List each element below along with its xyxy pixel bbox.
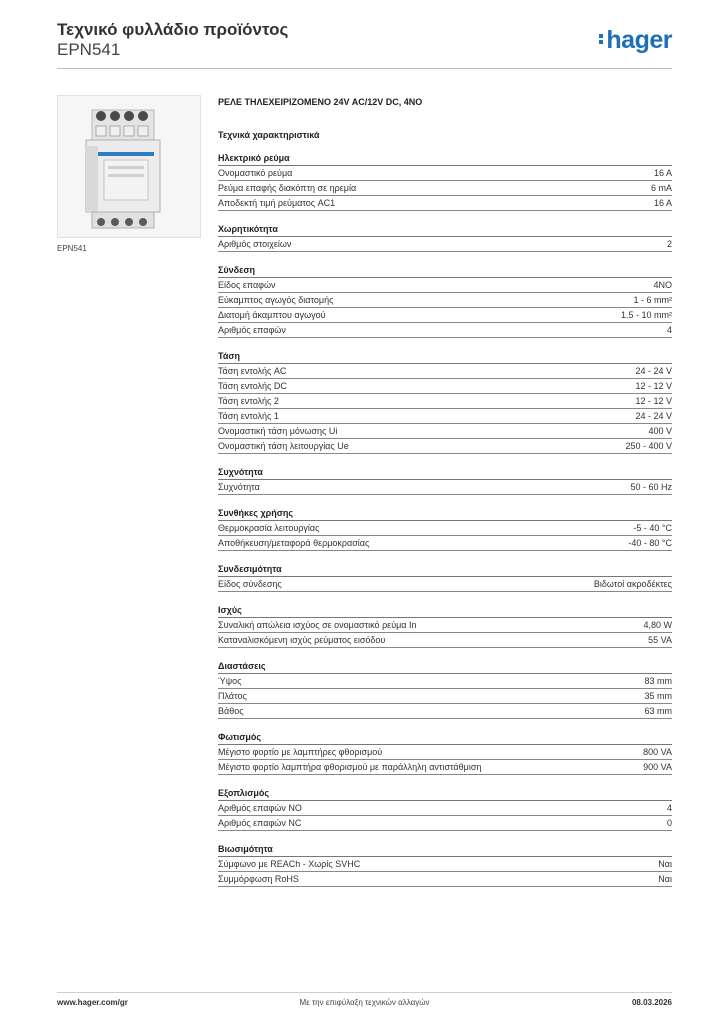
spec-row (218, 181, 672, 196)
logo-dots-icon (599, 32, 604, 46)
spec-value: 900 VA (643, 762, 672, 772)
spec-group-title: Διαστάσεις (218, 660, 672, 674)
spec-row (218, 237, 672, 252)
spec-row (218, 394, 672, 409)
spec-row (218, 166, 672, 181)
spec-group-title: Ισχύς (218, 604, 672, 618)
spec-value: 16 A (653, 168, 672, 178)
spec-row (218, 816, 672, 831)
spec-group (218, 660, 672, 719)
spec-row (218, 379, 672, 394)
spec-value: 35 mm (644, 691, 672, 701)
footer-date: 08.03.2026 (631, 998, 672, 1007)
relay-device-icon (58, 96, 200, 237)
spec-label: Ύψος (218, 676, 242, 686)
technical-features-title: Τεχνικά χαρακτηριστικά (218, 130, 320, 140)
spec-value: 4,80 W (643, 620, 672, 630)
spec-group (218, 152, 672, 211)
product-code: EPN541 (57, 40, 121, 59)
spec-group-title: Συχνότητα (218, 466, 672, 480)
spec-value: 1 - 6 mm² (633, 295, 672, 305)
spec-value: 24 - 24 V (635, 366, 672, 376)
spec-value: Βιδωτοί ακροδέκτες (593, 579, 672, 589)
spec-value: 400 V (648, 426, 672, 436)
spec-row (218, 760, 672, 775)
spec-value: Ναι (658, 874, 672, 884)
spec-value: 12 - 12 V (635, 396, 672, 406)
spec-group-title: Σύνδεση (218, 264, 672, 278)
spec-label: Ρεύμα επαφής διακόπτη σε ηρεμία (218, 183, 357, 193)
spec-label: Διατομή άκαμπτου αγωγού (218, 310, 326, 320)
spec-group (218, 843, 672, 887)
spec-row (218, 409, 672, 424)
spec-label: Συχνότητα (218, 482, 260, 492)
spec-row (218, 857, 672, 872)
spec-group (218, 466, 672, 495)
hager-logo (599, 26, 672, 55)
spec-label: Τάση εντολής DC (218, 381, 287, 391)
spec-value: 63 mm (644, 706, 672, 716)
spec-group (218, 563, 672, 592)
spec-group (218, 731, 672, 775)
spec-row (218, 536, 672, 551)
spec-row (218, 278, 672, 293)
spec-row (218, 618, 672, 633)
spec-label: Είδος σύνδεσης (218, 579, 282, 589)
spec-label: Καταναλισκόμενη ισχύς ρεύματος εισόδου (218, 635, 386, 645)
spec-value: 50 - 60 Hz (630, 482, 672, 492)
spec-label: Πλάτος (218, 691, 247, 701)
spec-group-title: Συνθήκες χρήσης (218, 507, 672, 521)
spec-content (218, 95, 672, 887)
header-divider (57, 68, 672, 69)
spec-label: Συναλική απώλεια ισχύος σε ονομαστικό ρεύμα In (218, 620, 417, 630)
spec-label: Σύμφωνο με REACh - Χωρίς SVHC (218, 859, 361, 869)
spec-group (218, 350, 672, 454)
spec-row (218, 872, 672, 887)
spec-label: Θερμοκρασία λειτουργίας (218, 523, 320, 533)
spec-row (218, 323, 672, 338)
product-image (57, 95, 201, 238)
footer-notice: Με την επιφύλαξη τεχνικών αλλαγών (299, 998, 430, 1007)
spec-value: 1.5 - 10 mm² (620, 310, 672, 320)
spec-row (218, 293, 672, 308)
spec-row (218, 424, 672, 439)
spec-label: Εύκαμπτος αγωγός διατομής (218, 295, 334, 305)
spec-value: 800 VA (643, 747, 672, 757)
spec-value: 250 - 400 V (625, 441, 672, 451)
spec-row (218, 308, 672, 323)
spec-row (218, 801, 672, 816)
spec-value: -40 - 80 °C (628, 538, 672, 548)
footer-divider (57, 992, 672, 993)
document-title: Τεχνικό φυλλάδιο προϊόντος (57, 20, 289, 39)
spec-label: Ονομαστική τάση λειτουργίας Ue (218, 441, 349, 451)
spec-row (218, 633, 672, 648)
spec-row (218, 674, 672, 689)
spec-group-title: Βιωσιμότητα (218, 843, 672, 857)
spec-value: 4NO (653, 280, 672, 290)
page-header (57, 20, 672, 60)
spec-groups (218, 152, 672, 887)
spec-row (218, 521, 672, 536)
spec-row (218, 689, 672, 704)
spec-label: Αποδεκτή τιμή ρεύματος AC1 (218, 198, 336, 208)
spec-group-title: Ηλεκτρικό ρεύμα (218, 152, 672, 166)
spec-value: 4 (666, 803, 672, 813)
spec-label: Αριθμός επαφών NO (218, 803, 302, 813)
spec-value: 6 mA (650, 183, 672, 193)
spec-value: 55 VA (648, 635, 672, 645)
product-image-caption: EPN541 (57, 244, 87, 253)
spec-group-title: Φωτισμός (218, 731, 672, 745)
spec-row (218, 196, 672, 211)
spec-value: 83 mm (644, 676, 672, 686)
spec-label: Συμμόρφωση RoHS (218, 874, 299, 884)
spec-row (218, 364, 672, 379)
spec-value: -5 - 40 °C (633, 523, 672, 533)
footer-website: www.hager.com/gr (57, 998, 128, 1007)
spec-label: Μέγιστο φορτίο λαμπτήρα φθορισμού με παράλληλη αντιστάθμιση (218, 762, 482, 772)
spec-value: 4 (666, 325, 672, 335)
spec-value: 24 - 24 V (635, 411, 672, 421)
spec-label: Αριθμός επαφών (218, 325, 286, 335)
spec-row (218, 577, 672, 592)
spec-value: 0 (666, 818, 672, 828)
spec-group (218, 507, 672, 551)
spec-label: Αριθμός στοιχείων (218, 239, 292, 249)
spec-value: Ναι (658, 859, 672, 869)
spec-group-title: Συνδεσιμότητα (218, 563, 672, 577)
spec-label: Αριθμός επαφών NC (218, 818, 302, 828)
spec-row (218, 480, 672, 495)
spec-row (218, 704, 672, 719)
spec-label: Τάση εντολής 2 (218, 396, 279, 406)
spec-row (218, 745, 672, 760)
logo-text: hager (606, 26, 672, 54)
spec-group-title: Τάση (218, 350, 672, 364)
spec-value: 2 (666, 239, 672, 249)
spec-group-title: Χωρητικότητα (218, 223, 672, 237)
spec-group (218, 604, 672, 648)
spec-label: Μέγιστο φορτίο με λαμπτήρες φθορισμού (218, 747, 383, 757)
spec-label: Ονομαστική τάση μόνωσης Ui (218, 426, 338, 436)
spec-label: Βάθος (218, 706, 244, 716)
product-description: ΡΕΛΕ ΤΗΛΕΧΕΙΡΙΖΟΜΕΝΟ 24V AC/12V DC, 4NO (218, 97, 423, 107)
spec-group (218, 264, 672, 338)
spec-value: 16 A (653, 198, 672, 208)
spec-group (218, 787, 672, 831)
spec-row (218, 439, 672, 454)
spec-label: Τάση εντολής AC (218, 366, 287, 376)
spec-label: Τάση εντολής 1 (218, 411, 279, 421)
spec-label: Είδος επαφών (218, 280, 276, 290)
spec-value: 12 - 12 V (635, 381, 672, 391)
spec-label: Ονομαστικό ρεύμα (218, 168, 293, 178)
spec-label: Αποθήκευση/μεταφορά θερμοκρασίας (218, 538, 370, 548)
spec-group (218, 223, 672, 252)
spec-group-title: Εξοπλισμός (218, 787, 672, 801)
